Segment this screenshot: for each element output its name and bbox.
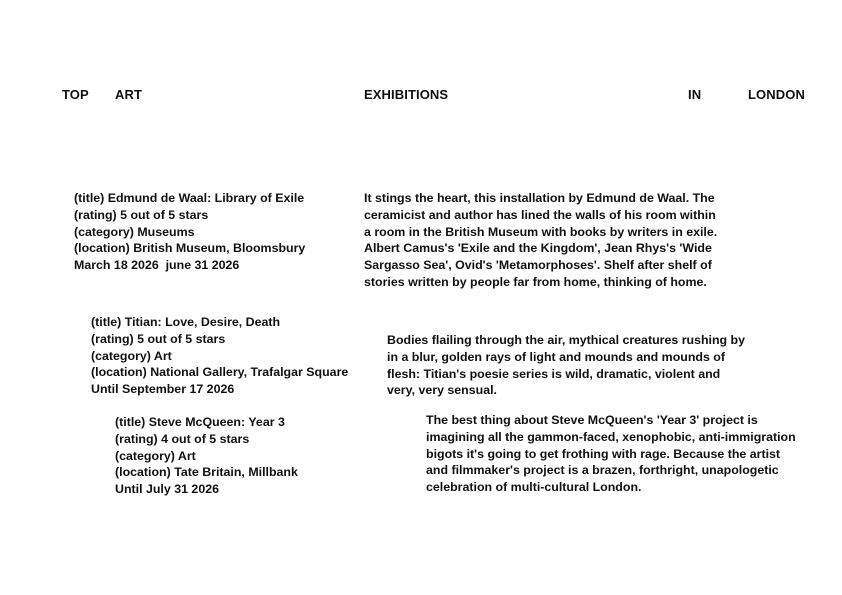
header-word-top: TOP xyxy=(62,87,89,102)
exhibition-location: (location) National Gallery, Trafalgar Square xyxy=(91,365,349,380)
exhibition-rating: (rating) 5 out of 5 stars xyxy=(74,207,209,222)
exhibition-title: (title) Steve McQueen: Year 3 xyxy=(115,415,285,429)
exhibition-dates: Until September 17 2026 xyxy=(91,382,235,397)
exhibition-rating: (rating) 4 out of 5 stars xyxy=(115,431,250,446)
exhibition-rating: (rating) 5 out of 5 stars xyxy=(91,331,226,346)
exhibition-title: (title) Edmund de Waal: Library of Exile xyxy=(74,191,305,205)
exhibition-description-2: Bodies flailing through the air, mythical creatures rushing by in a blur, golden rays of light and mounds and mounds of flesh: Titian's poesie series is wild, dramatic, violent and very, very sensual. xyxy=(387,333,746,398)
exhibition-meta-1 xyxy=(74,190,305,274)
header-word-art: ART xyxy=(115,87,143,102)
exhibition-meta-3 xyxy=(115,414,298,498)
header-word-in: IN xyxy=(688,87,702,102)
exhibition-location: (location) Tate Britain, Millbank xyxy=(115,465,298,480)
exhibition-category: (category) Art xyxy=(115,448,196,463)
exhibition-dates: Until July 31 2026 xyxy=(115,482,219,497)
exhibition-description-1: It stings the heart, this installation by Edmund de Waal. The ceramicist and author has lined the walls of his room within a room in the British Museum with books by writers in exile. Albert Camus's 'Exile and the Kingdom', Jean Rhys's 'Wide Sargasso Sea', Ovid's 'Metamorphoses'. Shelf after shelf of stories written by people far from home, thinking of home. xyxy=(364,191,718,289)
exhibition-meta-2 xyxy=(91,314,348,398)
header-word-exhibitions: EXHIBITIONS xyxy=(364,87,449,102)
header-word-london: LONDON xyxy=(748,87,805,102)
exhibition-location: (location) British Museum, Bloomsbury xyxy=(74,241,306,256)
exhibition-category: (category) Art xyxy=(91,348,172,363)
exhibition-title: (title) Titian: Love, Desire, Death xyxy=(91,315,281,329)
exhibition-dates: March 18 2026 june 31 2026 xyxy=(74,258,240,273)
exhibition-description-3: The best thing about Steve McQueen's 'Year 3' project is imagining all the gammon-faced, xenophobic, anti-immigration bigots it's going to get frothing with rage. Because the artist and filmmaker's project is a brazen, forthright, unapologetic celebration of multi-cultural London. xyxy=(426,413,796,495)
exhibition-category: (category) Museums xyxy=(74,224,195,239)
